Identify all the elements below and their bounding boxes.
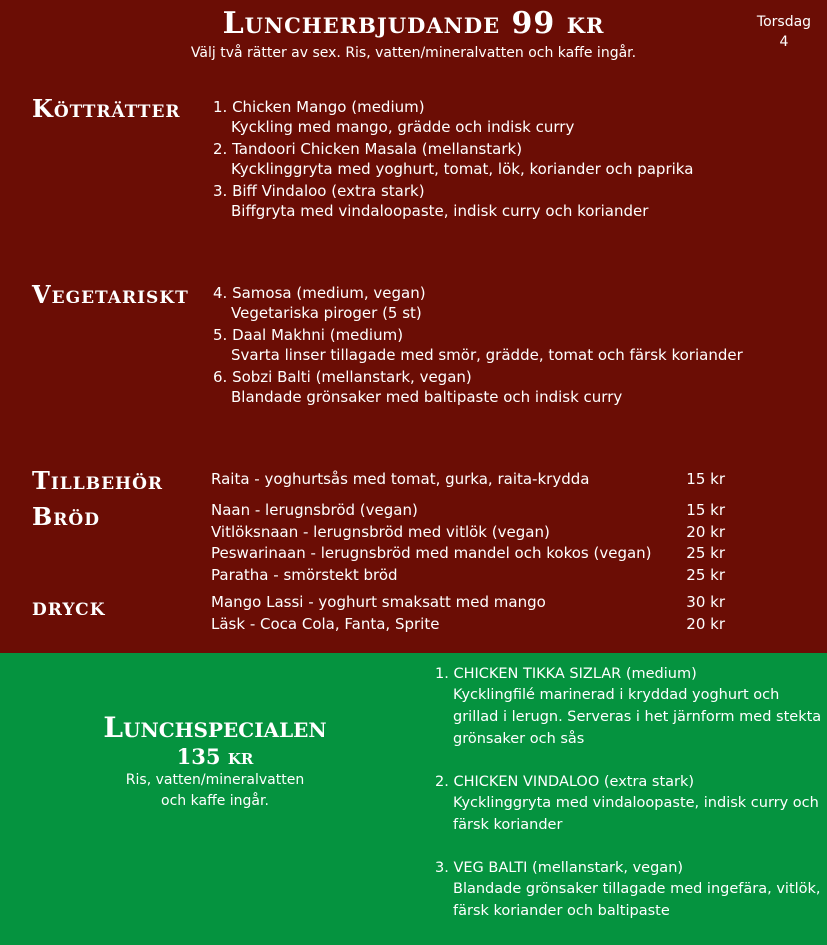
item-price: 15 kr [686, 470, 725, 488]
item-name: Peswarinaan - lerugnsbröd med mandel och kokos (vegan) [211, 544, 652, 562]
dish-name: 3. VEG BALTI (mellanstark, vegan) [435, 860, 684, 876]
day-label [749, 12, 819, 52]
dish-description: Biffgryta med vindaloopaste, indisk curry och koriander [231, 202, 649, 220]
dish-item [213, 325, 743, 365]
price-list-dryck [211, 592, 725, 635]
price-row [211, 592, 725, 614]
dish-item [213, 367, 743, 407]
price-list-brod [211, 500, 725, 586]
special-includes [60, 770, 370, 812]
item-name: Mango Lassi - yoghurt smaksatt med mango [211, 593, 546, 611]
item-price: 20 kr [686, 614, 725, 633]
special-includes-line: och kaffe ingår. [161, 793, 269, 809]
item-price: 25 kr [686, 565, 725, 584]
dish-name: 1. Chicken Mango (medium) [213, 98, 425, 116]
price-row [211, 565, 725, 587]
price-row [211, 543, 725, 565]
dish-name: 2. Tandoori Chicken Masala (mellanstark) [213, 140, 523, 158]
price-row [211, 500, 725, 522]
section-heading-veg: Vegetariskt [32, 280, 189, 309]
item-name: Läsk - Coca Cola, Fanta, Sprite [211, 614, 440, 633]
day-name: Torsdag [756, 14, 812, 30]
dish-description: Kycklinggryta med yoghurt, tomat, lök, koriander och paprika [231, 160, 694, 178]
item-price: 15 kr [686, 501, 725, 519]
dish-description: Vegetariska piroger (5 st) [231, 304, 422, 322]
dish-list-veg [213, 283, 743, 407]
item-name: Vitlöksnaan - lerugnsbröd med vitlök (vegan) [211, 522, 550, 541]
item-price: 30 kr [686, 593, 725, 611]
dish-description: Blandade grönsaker med baltipaste och indisk curry [231, 388, 623, 406]
dish-description: Kycklinggryta med vindaloopaste, indisk curry och färsk koriander [453, 795, 819, 833]
item-name: Raita - yoghurtsås med tomat, gurka, raita-krydda [211, 470, 590, 488]
item-name: Paratha - smörstekt bröd [211, 565, 398, 584]
page-subtitle: Välj två rätter av sex. Ris, vatten/mineralvatten och kaffe ingår. [190, 45, 637, 61]
dish-description: Kyckling med mango, grädde och indisk curry [231, 118, 575, 136]
special-dish-list [435, 664, 823, 944]
special-title: Lunchspecialen [103, 711, 327, 744]
dish-item [213, 181, 693, 221]
section-heading-tillbehor: Tillbehör [32, 466, 164, 495]
price-list-tillbehor [211, 469, 725, 491]
dish-item [213, 283, 743, 323]
special-dish-item [435, 664, 823, 750]
price-row [211, 522, 725, 544]
section-heading-dryck: dryck [32, 592, 106, 621]
special-includes-line: Ris, vatten/mineralvatten [125, 772, 305, 788]
price-row [211, 469, 725, 491]
price-row [211, 614, 725, 636]
section-heading-kott: Kötträtter [32, 94, 181, 123]
dish-description: Svarta linser tillagade med smör, grädde, tomat och färsk koriander [231, 346, 743, 364]
section-heading-brod: Bröd [32, 502, 100, 531]
special-dish-item [435, 772, 823, 836]
special-dish-item [435, 858, 823, 922]
dish-name: 6. Sobzi Balti (mellanstark, vegan) [213, 368, 472, 386]
dish-description: Kycklingfilé marinerad i kryddad yoghurt och grillad i lerugn. Serveras i het järnform med stekta grönsaker och sås [453, 687, 822, 747]
dish-description: Blandade grönsaker tillagade med ingefära, vitlök, färsk koriander och baltipaste [453, 881, 821, 919]
item-price: 25 kr [686, 544, 725, 562]
dish-name: 5. Daal Makhni (medium) [213, 326, 404, 344]
dish-item [213, 139, 693, 179]
dish-list-kott [213, 97, 693, 221]
day-number: 4 [779, 34, 789, 50]
dish-name: 3. Biff Vindaloo (extra stark) [213, 182, 425, 200]
page-title: Luncherbjudande 99 kr [222, 6, 605, 41]
item-price: 20 kr [686, 522, 725, 541]
special-price: 135 kr [176, 744, 254, 769]
item-name: Naan - lerugnsbröd (vegan) [211, 501, 418, 519]
dish-item [213, 97, 693, 137]
dish-name: 4. Samosa (medium, vegan) [213, 284, 426, 302]
dish-name: 1. CHICKEN TIKKA SIZLAR (medium) [435, 666, 697, 682]
dish-name: 2. CHICKEN VINDALOO (extra stark) [435, 774, 695, 790]
